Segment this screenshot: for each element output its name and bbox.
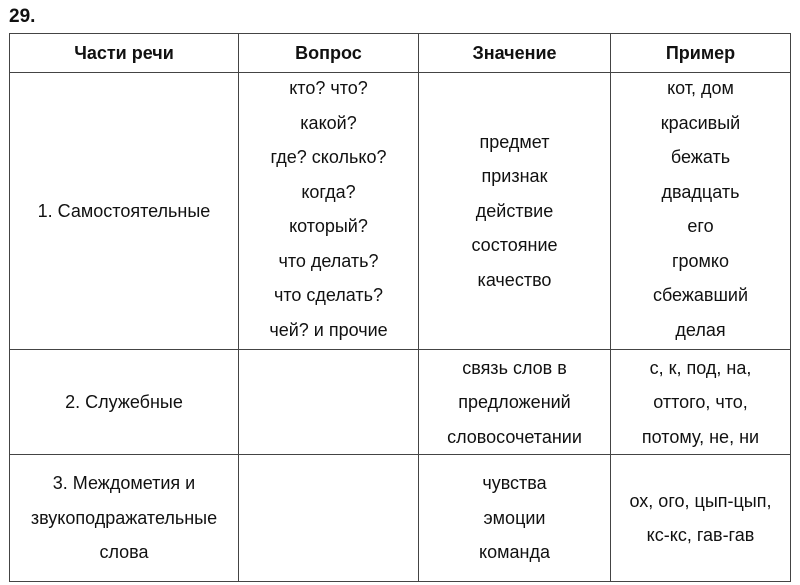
cell-meaning — [419, 455, 611, 582]
cell-line: состояние — [471, 235, 558, 256]
cell-line: 3. Междометия и — [52, 473, 196, 494]
cell-line: слова — [99, 542, 149, 563]
cell-examples — [611, 455, 791, 582]
cell-line: эмоции — [483, 507, 546, 528]
cell-line: чувства — [482, 473, 547, 494]
cell-line: громко — [671, 250, 730, 271]
cell-line: который? — [289, 216, 368, 237]
cell-questions — [239, 350, 419, 455]
cell-line: сбежавший — [652, 285, 749, 306]
cell-line: двадцать — [661, 181, 740, 202]
cell-line: связь слов в — [462, 357, 567, 378]
cell-line: красивый — [660, 112, 741, 133]
table-row — [10, 350, 791, 455]
cell-line: какой? — [300, 112, 357, 133]
cell-line: потому, не, ни — [641, 426, 760, 447]
cell-part — [10, 350, 239, 455]
cell-part — [10, 455, 239, 582]
task-number: 29. — [9, 6, 36, 27]
cell-line: качество — [477, 269, 552, 290]
cell-line: словосочетании — [447, 426, 582, 447]
cell-examples — [611, 73, 791, 350]
cell-line: команда — [479, 542, 550, 563]
cell-line: предложений — [458, 392, 571, 413]
header-meaning: Значение — [419, 34, 611, 73]
cell-line: кс-кс, гав-гав — [646, 525, 755, 546]
cell-line: что сделать? — [273, 285, 384, 306]
cell-meaning — [419, 73, 611, 350]
table-row — [10, 455, 791, 582]
cell-line: оттого, что, — [653, 392, 748, 413]
cell-line: признак — [481, 166, 548, 187]
cell-line: чей? и прочие — [269, 319, 388, 340]
cell-line: его — [687, 216, 714, 237]
cell-line: кто? что? — [289, 78, 368, 99]
cell-line: кот, дом — [667, 78, 734, 99]
cell-line: делая — [675, 319, 726, 340]
cell-line: с, к, под, на, — [649, 357, 752, 378]
cell-line: где? сколько? — [270, 147, 387, 168]
cell-examples — [611, 350, 791, 455]
cell-part — [10, 73, 239, 350]
cell-meaning — [419, 350, 611, 455]
cell-questions — [239, 455, 419, 582]
parts-of-speech-table — [9, 33, 791, 582]
header-row — [10, 34, 791, 73]
cell-line: звукоподражательные — [30, 507, 218, 528]
header-question: Вопрос — [239, 34, 419, 73]
table-row — [10, 73, 791, 350]
cell-line: предмет — [479, 131, 550, 152]
header-example: Пример — [611, 34, 791, 73]
cell-line: когда? — [301, 181, 356, 202]
cell-line: бежать — [670, 147, 731, 168]
cell-questions — [239, 73, 419, 350]
cell-line: ох, ого, цып-цып, — [629, 490, 772, 511]
cell-line: 1. Самостоятельные — [37, 200, 211, 221]
header-parts-of-speech: Части речи — [10, 34, 239, 73]
cell-line: 2. Служебные — [65, 392, 183, 413]
cell-line: что делать? — [278, 250, 379, 271]
cell-line: действие — [475, 200, 554, 221]
